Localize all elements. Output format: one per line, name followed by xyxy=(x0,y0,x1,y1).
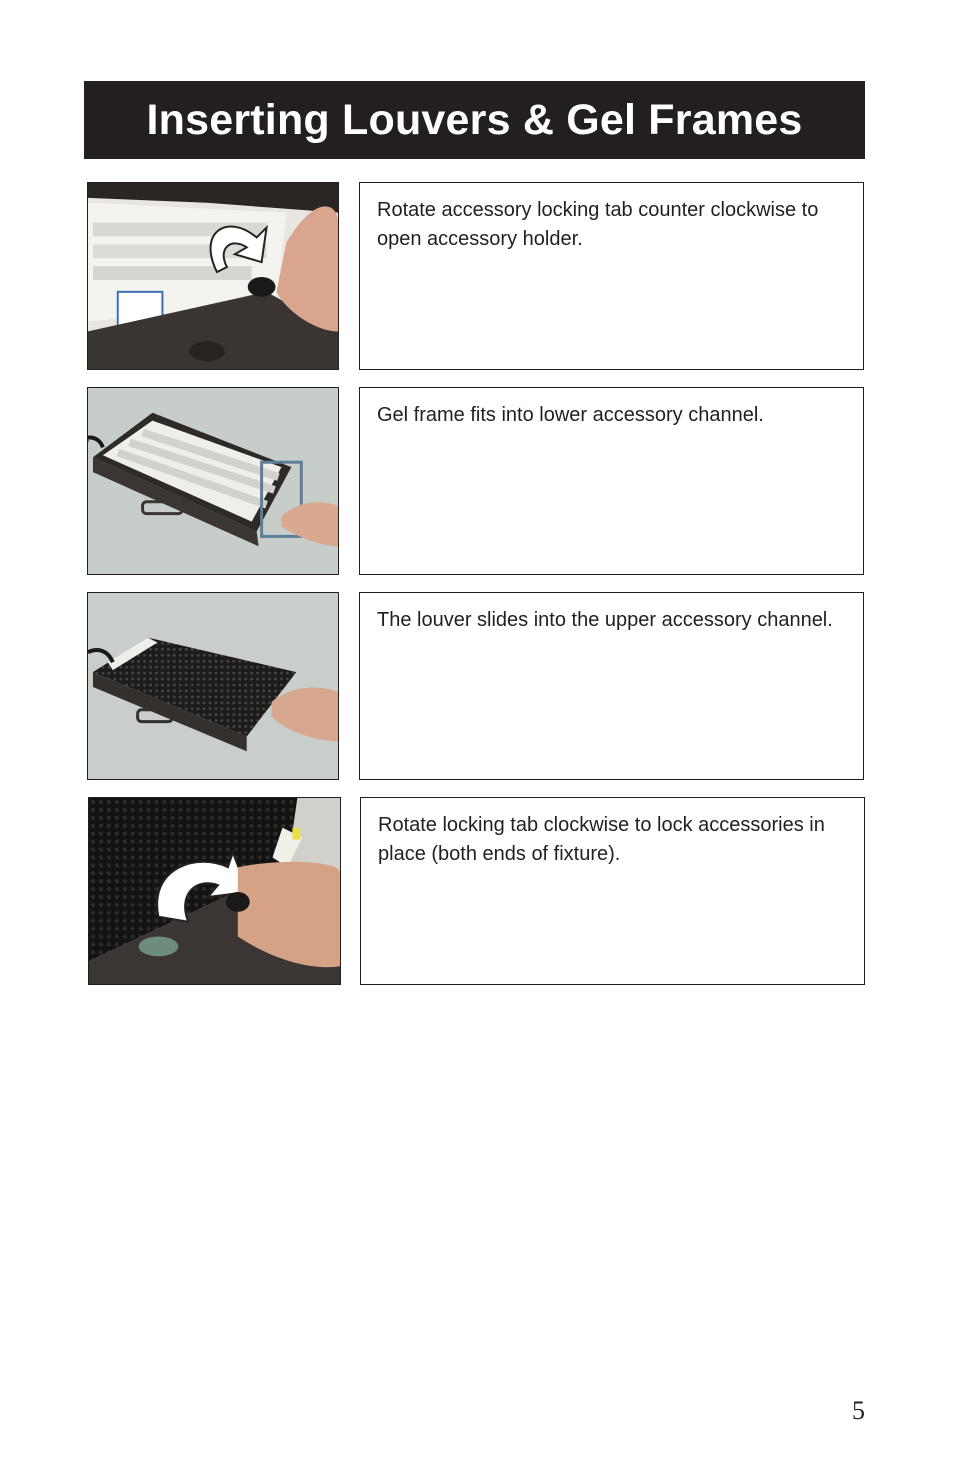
step-2-text: Gel frame fits into lower accessory channel. xyxy=(377,404,764,426)
step-3-photo xyxy=(87,592,339,780)
step-3-textbox xyxy=(359,592,864,780)
step-1-textbox xyxy=(359,182,864,370)
page-title: Inserting Louvers & Gel Frames xyxy=(146,95,803,144)
step-1-photo xyxy=(87,182,339,370)
step-3-text: The louver slides into the upper accessory channel. xyxy=(377,609,833,631)
step-1-text: Rotate accessory locking tab counter clockwise to open accessory holder. xyxy=(377,199,819,250)
step-4-textbox xyxy=(360,797,865,985)
step-4-photo xyxy=(88,797,341,985)
step-4-text: Rotate locking tab clockwise to lock accessories in place (both ends of fixture). xyxy=(378,814,825,865)
step-2-textbox xyxy=(359,387,864,575)
step-2-photo xyxy=(87,387,339,575)
page-number: 5 xyxy=(852,1396,865,1425)
page-header xyxy=(84,81,865,159)
